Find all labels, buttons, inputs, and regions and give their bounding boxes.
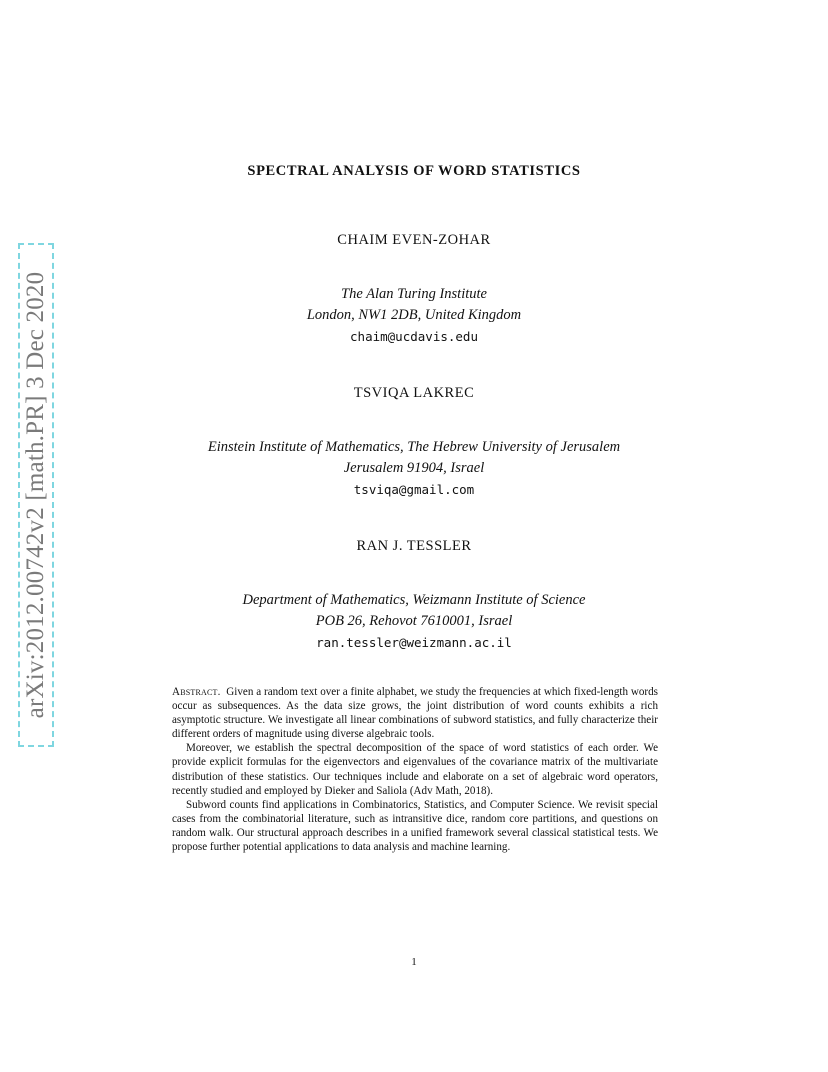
author-name: TSVIQA LAKREC	[353, 385, 475, 401]
author-email[interactable]: ran.tessler@weizmann.ac.il	[316, 635, 512, 650]
author-email[interactable]: chaim@ucdavis.edu	[350, 329, 478, 344]
author-name: RAN J. TESSLER	[356, 538, 472, 554]
arxiv-identifier: arXiv:2012.00742v2 [math.PR] 3 Dec 2020	[22, 271, 49, 719]
author-block-2	[0, 385, 828, 402]
abstract-paragraph	[172, 685, 658, 741]
page-number: 1	[411, 956, 417, 968]
abstract-paragraph: Moreover, we establish the spectral decomposition of the space of word statistics of each order. We provide explicit formulas for the eigenvectors and eigenvalues of the covariance matrix of the multivariate distribution of these statistics. Our techniques include and elaborate on a set of algebraic word operators, recently studied and employed by Dieker and Saliola (Adv Math, 2018).	[172, 742, 658, 797]
author-block-3	[0, 538, 828, 555]
abstract-paragraph-text: Given a random text over a finite alphabet, we study the frequencies at which fixed-length words occur as subsequences. As the data size grows, the joint distribution of word counts exhibits a rich asymptotic structure. We investigate all linear combinations of subword statistics, and fully characterize their different orders of magnitude using diverse algebraic tools.	[172, 686, 658, 741]
author-affiliation-block-2	[0, 437, 828, 500]
author-email[interactable]: tsviqa@gmail.com	[353, 482, 475, 497]
abstract-label: Abstract.	[172, 686, 221, 698]
author-affiliation-line: POB 26, Rehovot 7610001, Israel	[315, 613, 513, 629]
author-name: CHAIM EVEN-ZOHAR	[337, 232, 491, 248]
author-affiliation-line: The Alan Turing Institute	[341, 286, 487, 302]
author-block-1	[0, 232, 828, 249]
author-affiliation-line: Department of Mathematics, Weizmann Institute of Science	[242, 592, 586, 608]
author-affiliation-block-1	[0, 284, 828, 347]
author-affiliation-line: London, NW1 2DB, United Kingdom	[306, 307, 522, 323]
abstract-paragraph: Subword counts find applications in Combinatorics, Statistics, and Computer Science. We revisit special cases from the combinatorial literature, such as intransitive dice, random core partitions, and questions on random walk. Our structural approach describes in a unified framework several classical statistical tests. We propose further potential applications to data analysis and machine learning.	[172, 798, 658, 854]
author-affiliation-block-3	[0, 590, 828, 653]
author-affiliation-line: Einstein Institute of Mathematics, The Hebrew University of Jerusalem	[207, 439, 621, 455]
abstract	[172, 685, 658, 854]
paper-title: SPECTRAL ANALYSIS OF WORD STATISTICS	[247, 163, 581, 179]
author-affiliation-line: Jerusalem 91904, Israel	[343, 460, 485, 476]
